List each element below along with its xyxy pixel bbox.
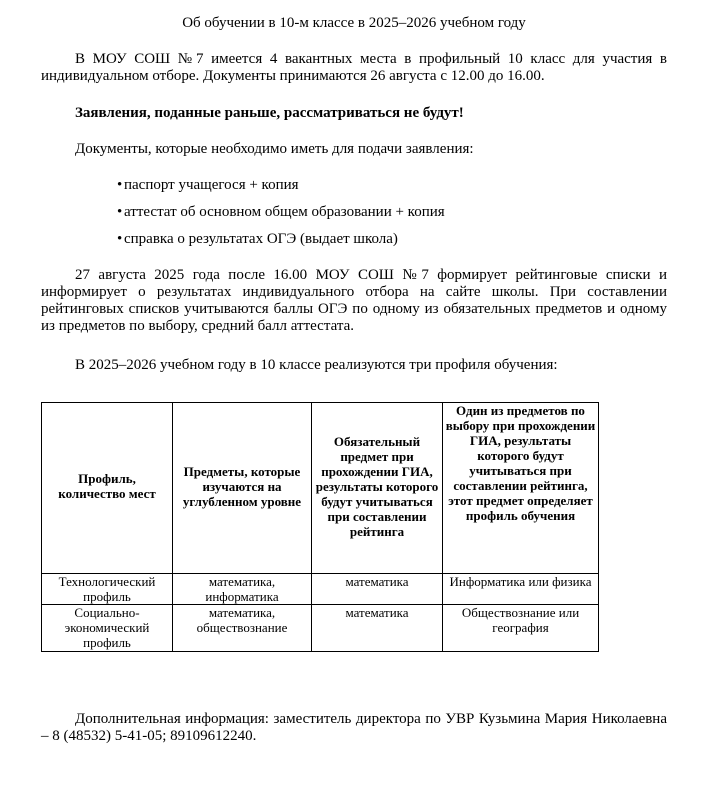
document-item: справка о результатах ОГЭ (выдает школа)	[124, 231, 398, 247]
table-cell: математика, обществознание	[173, 605, 312, 652]
document-title: Об обучении в 10-м классе в 2025–2026 учебном году	[182, 15, 526, 31]
table-header: Один из предметов по выбору при прохождении ГИА, результаты которого будут учитываться при составлении рейтинга, этот предмет определяет профиль обучения	[443, 403, 599, 574]
list-item	[117, 204, 445, 231]
warning-text: Заявления, поданные раньше, рассматриваться не будут!	[75, 105, 464, 121]
table-row	[42, 574, 599, 605]
list-item	[117, 231, 445, 258]
bullet-icon: •	[117, 177, 123, 193]
table-header: Обязательный предмет при прохождении ГИА, результаты которого будут учитываться при составлении рейтинга	[312, 403, 443, 574]
table-cell: Обществознание или география	[443, 605, 599, 652]
profiles-intro: В 2025–2026 учебном году в 10 классе реализуются три профиля обучения:	[75, 357, 558, 373]
rating-paragraph: 27 августа 2025 года после 16.00 МОУ СОШ №7 формирует рейтинговые списки и информирует о результатах индивидуального отбора на сайте школы. При составлении рейтинговых списков учитываются баллы ОГЭ по одному из обязательных предметов и одному из предметов по выбору, средний балл аттестата.	[41, 267, 667, 334]
table-cell: математика	[312, 574, 443, 605]
document-item: паспорт учащегося + копия	[124, 177, 299, 193]
table-cell: Информатика или физика	[443, 574, 599, 605]
documents-heading: Документы, которые необходимо иметь для подачи заявления:	[75, 141, 474, 157]
documents-list	[117, 177, 445, 258]
profiles-table	[41, 402, 599, 652]
table-header: Предметы, которые изучаются на углубленном уровне	[173, 403, 312, 574]
table-cell: Технологический профиль	[42, 574, 173, 605]
table-header: Профиль, количество мест	[42, 403, 173, 574]
table-row	[42, 605, 599, 652]
table-cell: Социально-экономический профиль	[42, 605, 173, 652]
bullet-icon: •	[117, 204, 123, 220]
list-item	[117, 177, 445, 204]
table-header-row	[42, 403, 599, 574]
table-cell: математика	[312, 605, 443, 652]
contact-paragraph: Дополнительная информация: заместитель директора по УВР Кузьмина Мария Николаевна – 8 (48532) 5-41-05; 89109612240.	[41, 711, 667, 744]
intro-paragraph: В МОУ СОШ №7 имеется 4 вакантных места в профильный 10 класс для участия в индивидуальном отборе. Документы принимаются 26 августа с 12.00 до 16.00.	[41, 51, 667, 84]
table-cell: математика, информатика	[173, 574, 312, 605]
document-item: аттестат об основном общем образовании + копия	[124, 204, 445, 220]
bullet-icon: •	[117, 231, 123, 247]
